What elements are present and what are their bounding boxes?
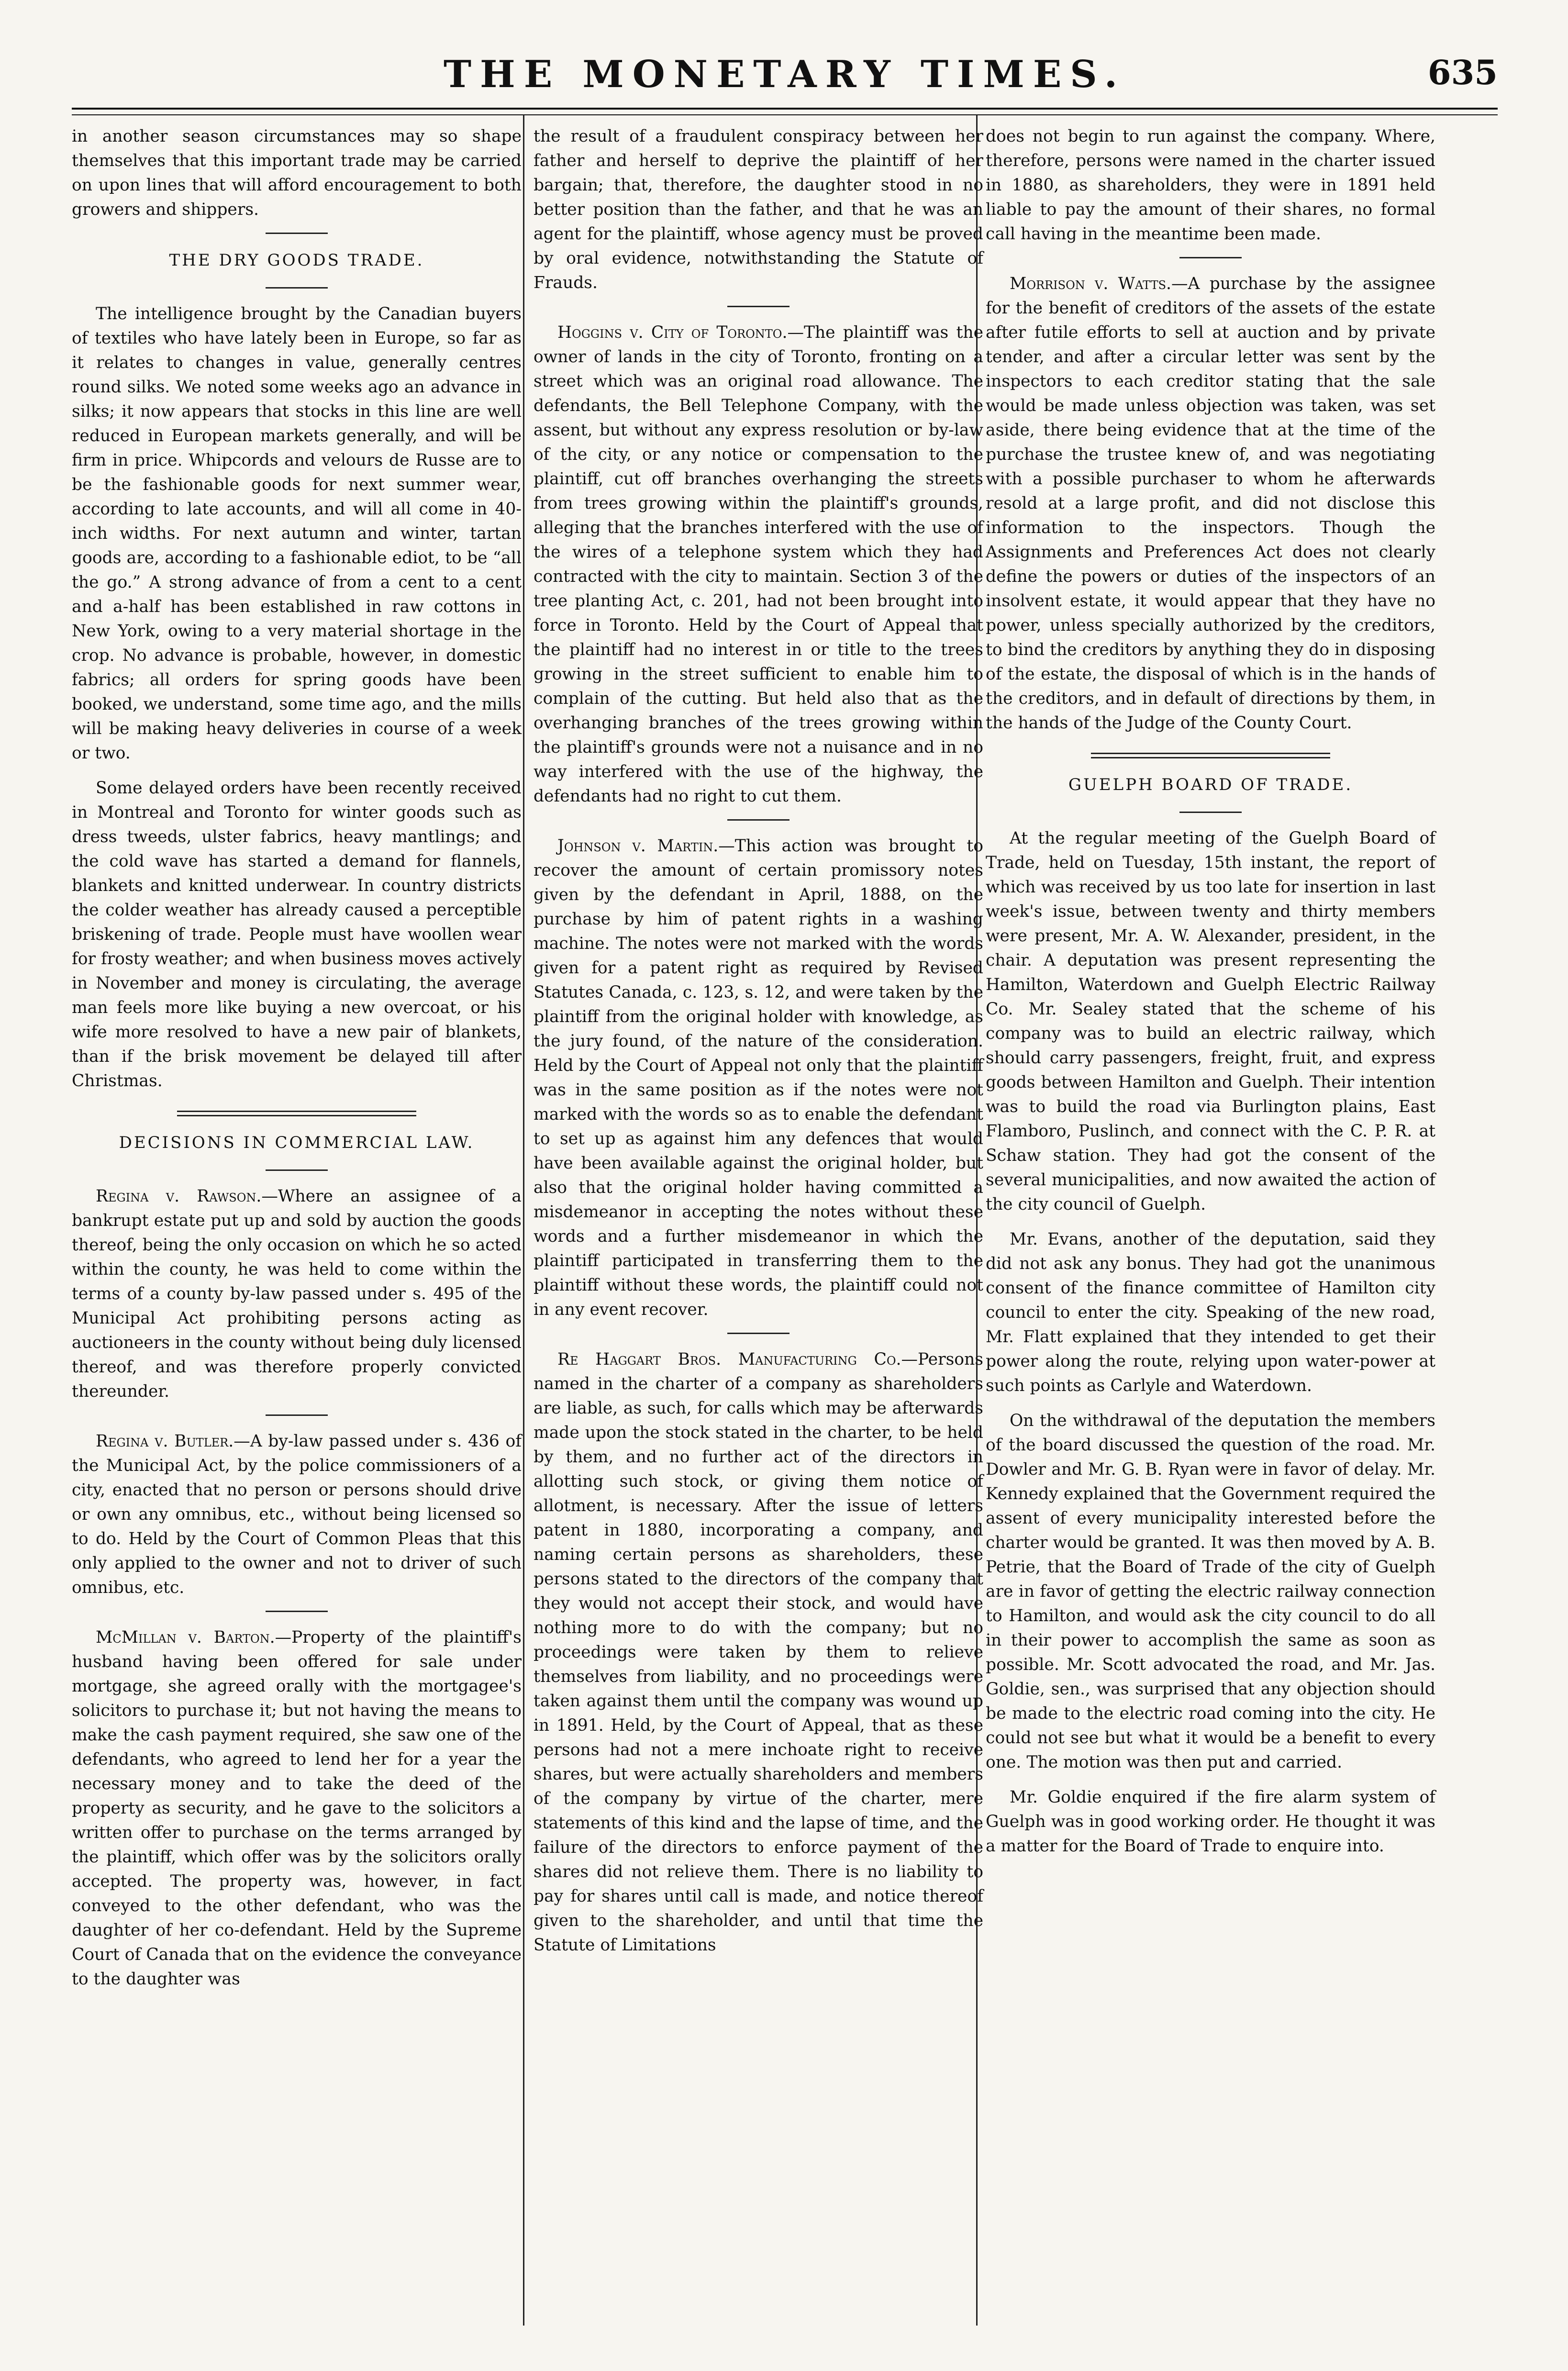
case-text: —Persons named in the charter of a company as shareholders are liable, as such, for calls which may be afterwards made upon the stock stated in the charter, to be held by them, and no further act of the directors in allotting such stock, or giving them notice of allotment, is necessary. After the issue of letters patent in 1880, incorporating a company, and naming certain persons as shareholders, these persons stated to the directors of the company that they would not accept their stock, and would have nothing more to do with the company; but no proceedings were taken by them to relieve themselves from liability, and no proceedings were taken against them until the company was wound up in 1891. Held, by the Court of Appeal, that as these persons had not a mere inchoate right to receive shares, but were actually shareholders and members of the company by virtue of the charter, mere statements of this kind and the lapse of time, and the failure of the directors to enforce payment of the shares did not relieve them. There is no liability to pay for shares until call is made, and notice thereof given to the shareholder, and until that time the Statute of Limitations (534, 1350, 983, 1955)
case-paragraph (72, 1429, 522, 1600)
case-title: Regina v. Rawson. (96, 1187, 262, 1206)
newspaper-title: THE MONETARY TIMES. (444, 53, 1126, 96)
separator (727, 1333, 790, 1334)
paragraph: The intelligence brought by the Canadian buyers of textiles who have lately been in Europe, so far as it relates to changes in value, generally centres round silks. We noted some weeks ago an advance in silks; it now appears that stocks in this line are well reduced in European markets generally, and will be firm in price. Whipcords and velours de Russe are to be the fashionable goods for next summer wear, according to late accounts, and will all come in 40-inch widths. For next autumn and winter, tartan goods are, according to a fashionable ediot, to be “all the go.” A strong advance of from a cent to a cent and a-half has been established in raw cottons in New York, owing to a very material shortage in the crop. No advance is probable, however, in domestic fabrics; all orders for spring goods have been booked, we understand, some time ago, and the mills will be making heavy deliveries in course of a week or two. (72, 304, 522, 763)
separator (1179, 812, 1242, 813)
case-text: —Where an assignee of a bankrupt estate put up and sold by auction the goods thereof, being the only occasion on which he so acted within the county, he was held to come within the terms of a county by-law passed under s. 495 of the Municipal Act prohibiting persons acting as auctioneers in the county without being duly licensed thereof, and was therefore properly convicted thereunder. (72, 1187, 522, 1401)
separator (266, 233, 328, 234)
case-paragraph (534, 1347, 983, 1958)
case-paragraph (534, 321, 983, 809)
paragraph: On the withdrawal of the deputation the members of the board discussed the question of the road. Mr. Dowler and Mr. G. B. Ryan were in favor of delay. Mr. Kennedy explained that the Government required the assent of every municipality interested before the charter would be granted. It was then moved by A. B. Petrie, that the Board of Trade of the city of Guelph are in favor of getting the electric railway connection to Hamilton, and would ask the city council to do all in their power to accomplish the same as soon as possible. Mr. Scott advocated the road, and Mr. Jas. Goldie, sen., was surprised that any objection should be made to the electric road coming into the city. He could not see but what it would be a benefit to every one. The motion was then put and carried. (986, 1411, 1435, 1772)
paragraph: Mr. Evans, another of the deputation, said they did not ask any bonus. They had got the unanimous consent of the finance committee of Hamilton city council to enter the city. Speaking of the new road, Mr. Flatt explained that they intended to get their power along the route, relying upon water-power at such points as Carlyle and Waterdown. (986, 1230, 1435, 1395)
case-text: —Property of the plaintiff's husband having been offered for sale under mortgage, she agreed orally with the mortgagee's solicitors to purchase it; but not having the means to make the cash payment required, she saw one of the defendants, who agreed to lend her for a year the necessary money and to take the deed of the property as security, and he gave to the solicitors a written offer to purchase on the terms arranged by the plaintiff, which offer was by the solicitors orally accepted. The property was, however, in fact conveyed to the other defendant, who was the daughter of her co-defendant. Held by the Supreme Court of Canada that on the evidence the conveyance to the daughter was (72, 1628, 522, 1989)
case-paragraph (72, 1184, 522, 1404)
case-title: McMillan v. Barton. (96, 1628, 275, 1647)
column-1 (72, 124, 522, 2002)
case-paragraph (72, 1625, 522, 1992)
page-number: 635 (1427, 53, 1498, 92)
case-text: —A by-law passed under s. 436 of the Municipal Act, by the police commissioners of a city, enacted that no person or persons should drive or own any omnibus, etc., without being licensed so to do. Held by the Court of Common Pleas that this only applied to the owner and not to driver of such omnibus, etc. (72, 1432, 522, 1597)
case-text: —A purchase by the assignee for the benefit of creditors of the assets of the estate after futile efforts to sell at auction and by private tender, and after a circular letter was sent by the inspectors to each creditor stating that the sale would be made unless objection was taken, was set aside, there being evidence that at the time of the purchase the trustee knew of, and was negotiating with a possible purchaser to whom he afterwards resold at a large profit, and did not disclose this information to the inspectors. Though the Assignments and Preferences Act does not clearly define the powers or duties of the inspectors of an insolvent estate, it would appear that they have no power, unless specially authorized by the creditors, to bind the creditors by anything they do in disposing of the estate, the disposal of which is in the hands of the creditors, and in default of directions by them, in the hands of the Judge of the County Court. (986, 274, 1435, 733)
section-separator (1091, 753, 1330, 758)
case-title: Re Haggart Bros. Manufacturing Co. (557, 1350, 901, 1369)
separator (727, 306, 790, 307)
case-text: —The plaintiff was the owner of lands in the city of Toronto, fronting on a street which was an original road allowance. The defendants, the Bell Telephone Company, with the assent, but without any express resolution or by-law of the city, or any notice or compensation to the plaintiff, cut off branches overhanging the streets from trees growing within the plaintiff's grounds, alleging that the branches interfered with the use of the wires of a telephone system which they had contracted with the city to maintain. Section 3 of the tree planting Act, c. 201, had not been brought into force in Toronto. Held by the Court of Appeal that the plaintiff had no interest in or title to the trees growing in the street sufficient to enable him to complain of the cutting. But held also that as the overhanging branches of the trees growing within the plaintiff's grounds were not a nuisance and in no way interfered with the use of the highway, the defendants had no right to cut them. (534, 323, 983, 806)
separator (266, 1414, 328, 1416)
case-title: Johnson v. Martin. (557, 836, 719, 856)
separator (266, 1169, 328, 1171)
separator (266, 1611, 328, 1612)
paragraph: the result of a fraudulent conspiracy between her father and herself to deprive the plaintiff of her bargain; that, therefore, the daughter stood in no better position than the father, and that he was an agent for the plaintiff, whose agency must be proved by oral evidence, notwithstanding the Statute of Frauds. (534, 127, 983, 292)
section-separator (177, 1111, 416, 1116)
case-title: Morrison v. Watts. (1010, 274, 1172, 293)
section-heading-decisions: DECISIONS IN COMMERCIAL LAW. (119, 1133, 475, 1152)
separator (727, 819, 790, 821)
paragraph: Mr. Goldie enquired if the fire alarm system of Guelph was in good working order. He thought it was a matter for the Board of Trade to enquire into. (986, 1788, 1435, 1856)
separator (266, 287, 328, 289)
paragraph: Some delayed orders have been recently received in Montreal and Toronto for winter goods such as dress tweeds, ulster fabrics, heavy mantlings; and the cold wave has started a demand for flannels, blankets and knitted underwear. In country districts the colder weather has already caused a perceptible briskening of trade. People must have woollen wear for frosty weather; and when business moves actively in November and money is circulating, the average man feels more like buying a new overcoat, or his wife more resolved to have a new pair of blankets, than if the brisk movement be delayed till after Christmas. (72, 779, 522, 1091)
column-2 (534, 124, 983, 1968)
column-divider (523, 115, 524, 2326)
case-paragraph (986, 272, 1435, 735)
masthead (72, 43, 1498, 100)
paragraph: in another season circumstances may so shape themselves that this important trade may be carried on upon lines that will afford encouragement to both growers and shippers. (72, 127, 522, 219)
paragraph: At the regular meeting of the Guelph Board of Trade, held on Tuesday, 15th instant, the report of which was received by us too late for insertion in last week's issue, between twenty and thirty members were present, Mr. A. W. Alexander, president, in the chair. A deputation was present representing the Hamilton, Waterdown and Guelph Electric Railway Co. Mr. Sealey stated that the scheme of his company was to build an electric railway, which should carry passengers, freight, fruit, and express goods between Hamilton and Guelph. Their intention was to build the road via Burlington plains, East Flamboro, Puslinch, and connect with the C. P. R. at Schaw station. They had got the consent of the several municipalities, and now awaited the action of the city council of Guelph. (986, 829, 1435, 1214)
section-heading-dry-goods: THE DRY GOODS TRADE. (169, 251, 424, 270)
case-title: Regina v. Butler. (96, 1432, 234, 1451)
column-3 (986, 124, 1435, 1869)
section-heading-guelph: GUELPH BOARD OF TRADE. (1068, 775, 1353, 794)
masthead-rule (72, 108, 1498, 115)
case-text: —This action was brought to recover the amount of certain promissory notes given by the defendant in April, 1888, on the purchase by him of patent rights in a washing machine. The notes were not marked with the words given for a patent right as required by Revised Statutes Canada, c. 123, s. 12, and were taken by the plaintiff from the original holder with knowledge, as the jury found, of the nature of the consideration. Held by the Court of Appeal not only that the plaintiff was in the same position as if the notes were not marked with the words so as to enable the defendant to set up as against him any defences that would have been available against the original holder, but also that the original holder having committed a misdemeanor in accepting the notes without these words and a further misdemeanor in which the plaintiff participated in transferring them to the plaintiff without these words, the plaintiff could not in any event recover. (534, 836, 983, 1319)
case-paragraph (534, 834, 983, 1322)
separator (1179, 257, 1242, 258)
paragraph: does not begin to run against the company. Where, therefore, persons were named in the charter issued in 1880, as shareholders, they were in 1891 held liable to pay the amount of their shares, no formal call having in the meantime been made. (986, 127, 1435, 244)
case-title: Hoggins v. City of Toronto. (557, 323, 788, 342)
